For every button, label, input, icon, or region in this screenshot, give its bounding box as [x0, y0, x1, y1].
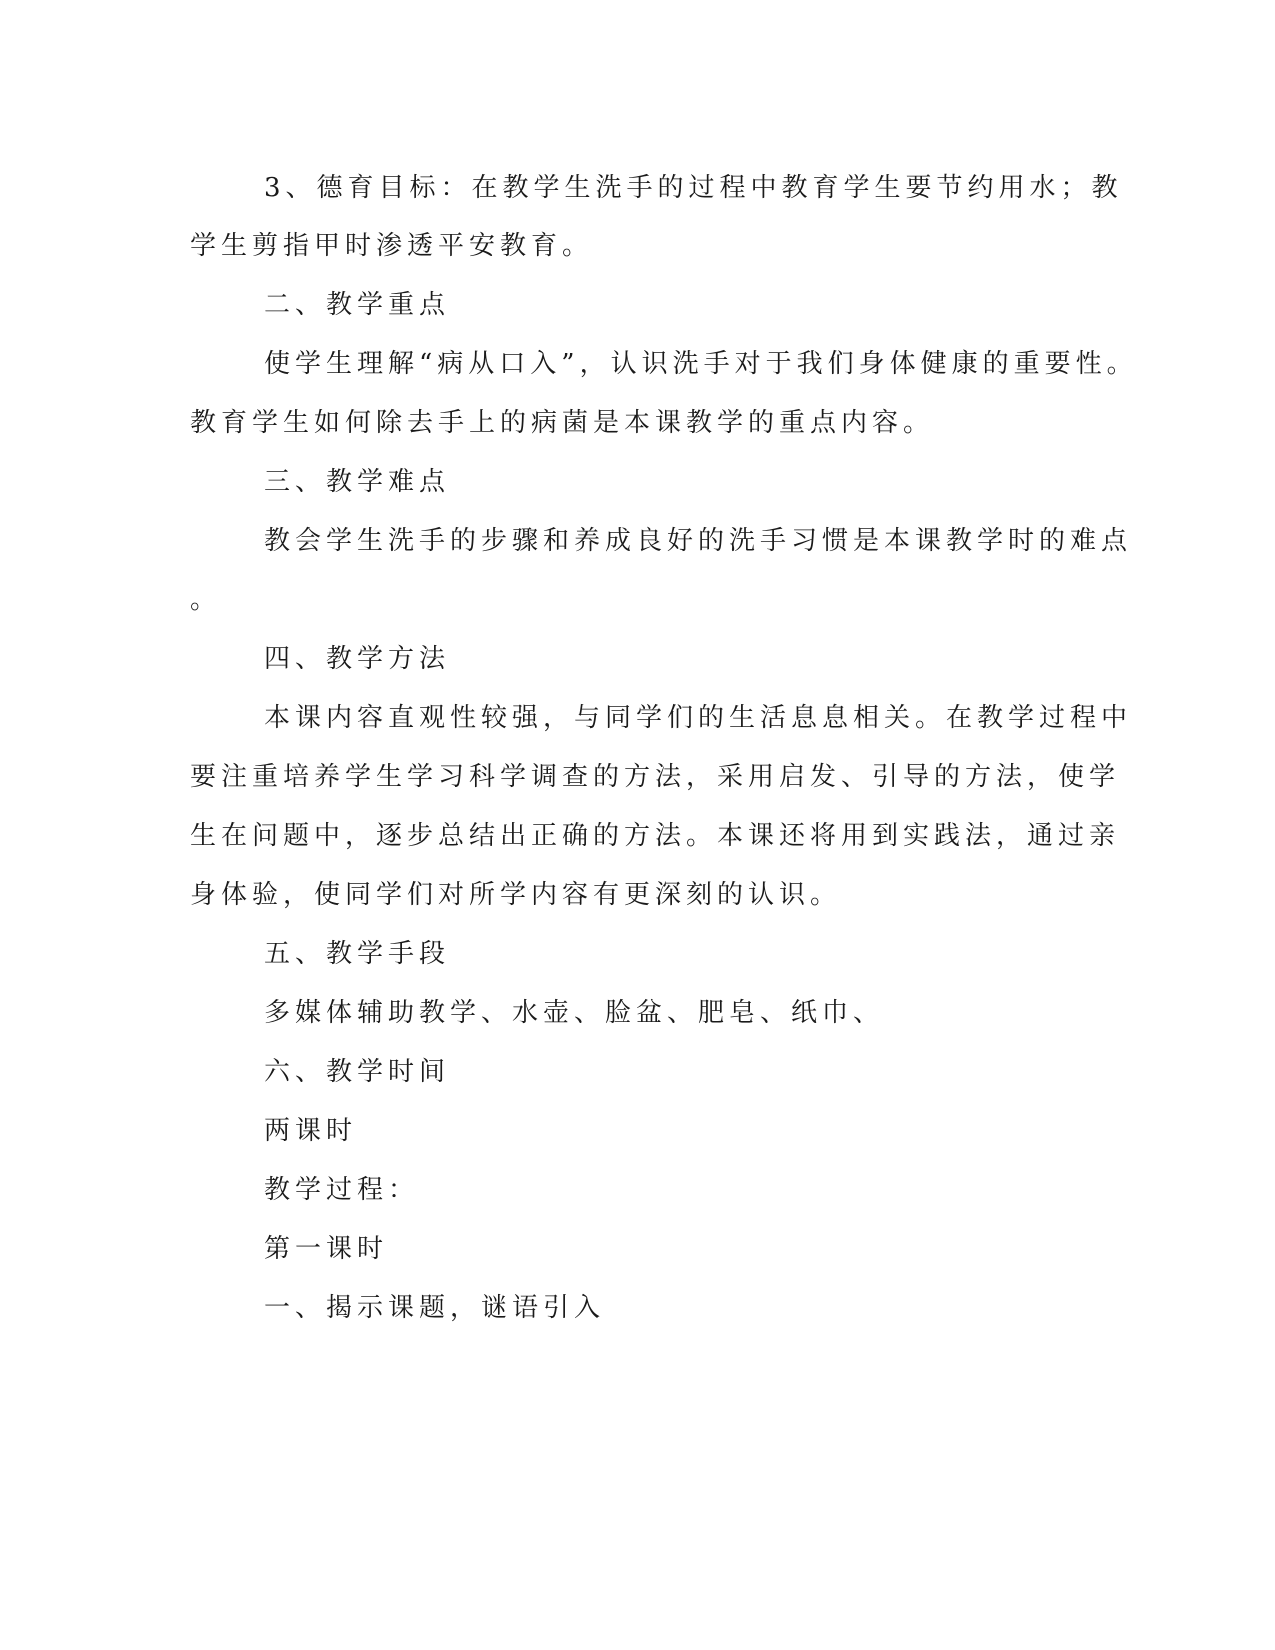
text-line-process: 教学过程：: [264, 1175, 420, 1205]
text-line-difficulties: 教会学生洗手的步骤和养成良好的洗手习惯是本课教学时的难点: [264, 526, 1133, 556]
text-line-moral-goal: 3、德育目标：在教学生洗手的过程中教育学生要节约用水；教: [264, 173, 1123, 203]
text-line-first-lesson: 第一课时: [264, 1234, 389, 1264]
text-line-means: 多媒体辅助教学、水壶、脸盆、肥皂、纸巾、: [264, 998, 885, 1028]
section-heading-means: 五、教学手段: [264, 939, 451, 969]
text-line-key-points: 使学生理解“病从口入”，认识洗手对于我们身体健康的重要性。: [264, 349, 1138, 379]
text-line-methods-2: 要注重培养学生学习科学调查的方法，采用启发、引导的方法，使学: [190, 762, 1121, 792]
section-heading-key-points: 二、教学重点: [264, 290, 451, 320]
text-line-methods-4: 身体验，使同学们对所学内容有更深刻的认识。: [190, 880, 842, 910]
section-heading-methods: 四、教学方法: [264, 644, 451, 674]
section-heading-difficulties: 三、教学难点: [264, 467, 451, 497]
text-line-key-points-cont: 教育学生如何除去手上的病菌是本课教学的重点内容。: [190, 408, 935, 438]
text-line-time: 两课时: [264, 1116, 358, 1146]
text-line-methods-1: 本课内容直观性较强，与同学们的生活息息相关。在教学过程中: [264, 703, 1133, 733]
section-heading-time: 六、教学时间: [264, 1057, 451, 1087]
text-line-step-one: 一、揭示课题，谜语引入: [264, 1293, 606, 1323]
text-line-difficulties-cont: 。: [190, 585, 222, 615]
text-line-methods-3: 生在问题中，逐步总结出正确的方法。本课还将用到实践法，通过亲: [190, 821, 1121, 851]
text-line-moral-goal-cont: 学生剪指甲时渗透平安教育。: [190, 231, 594, 261]
